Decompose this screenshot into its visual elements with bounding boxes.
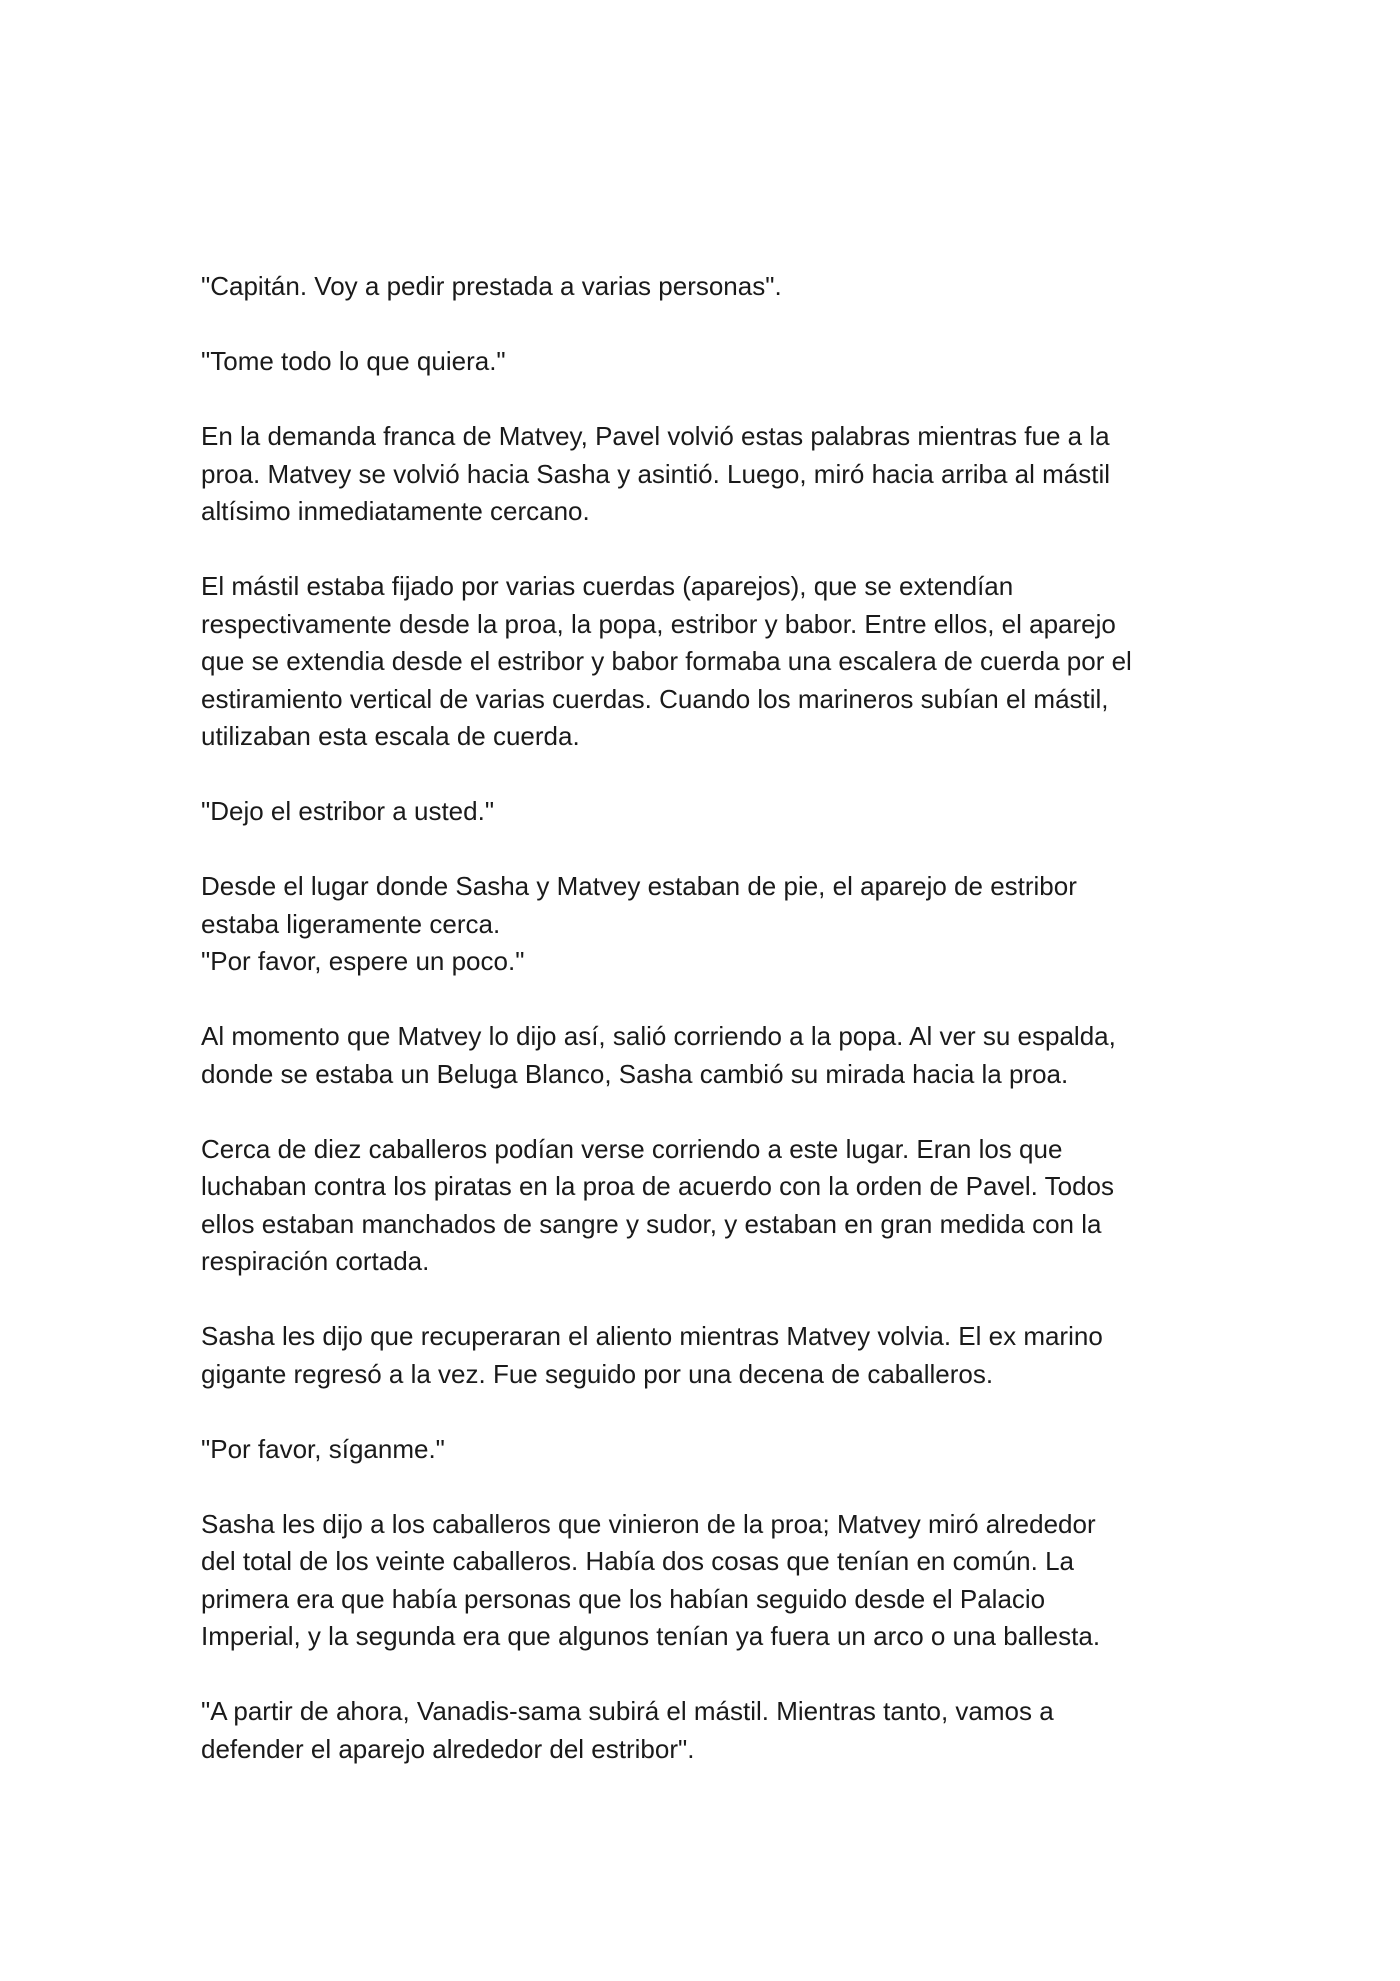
paragraph-2: "Tome todo lo que quiera." xyxy=(201,346,506,376)
paragraph-10: Sasha les dijo que recuperaran el aliento mientras Matvey volvia. El ex marino gigante regresó a la vez. Fue seguido por una decena de caballeros. xyxy=(201,1321,1103,1389)
paragraph-3: En la demanda franca de Matvey, Pavel volvió estas palabras mientras fue a la proa. Matvey se volvió hacia Sasha y asintió. Luego, miró hacia arriba al mástil altísimo inmediatamente cercano. xyxy=(201,421,1110,526)
paragraph-7: "Por favor, espere un poco." xyxy=(201,946,525,976)
paragraph-8: Al momento que Matvey lo dijo así, salió corriendo a la popa. Al ver su espalda, donde se estaba un Beluga Blanco, Sasha cambió su mirada hacia la proa. xyxy=(201,1021,1116,1089)
paragraph-1: "Capitán. Voy a pedir prestada a varias personas". xyxy=(201,271,782,301)
paragraph-11: "Por favor, síganme." xyxy=(201,1433,445,1464)
paragraph-6: Desde el lugar donde Sasha y Matvey estaban de pie, el aparejo de estribor estaba ligeramente cerca. xyxy=(201,871,1077,939)
paragraph-4: El mástil estaba fijado por varias cuerdas (aparejos), que se extendían respectivamente desde la proa, la popa, estribor y babor. Entre ellos, el aparejo que se extendia desde el estribor y babor formaba una escalera de cuerda por el estiramiento vertical de varias cuerdas. Cuando los marineros subían el mástil, utilizaban esta escala de cuerda. xyxy=(201,571,1132,751)
paragraph-5: "Dejo el estribor a usted." xyxy=(201,796,495,826)
document-page xyxy=(201,268,1221,1806)
paragraph-9: Cerca de diez caballeros podían verse corriendo a este lugar. Eran los que luchaban contra los piratas en la proa de acuerdo con la orden de Pavel. Todos ellos estaban manchados de sangre y sudor, y estaban en gran medida con la respiración cortada. xyxy=(201,1133,1115,1276)
paragraph-13: "A partir de ahora, Vanadis-sama subirá el mástil. Mientras tanto, vamos a defender el aparejo alrededor del estribor". xyxy=(201,1696,1054,1764)
paragraph-12: Sasha les dijo a los caballeros que vinieron de la proa; Matvey miró alrededor del total de los veinte caballeros. Había dos cosas que tenían en común. La primera era que había personas que los habían seguido desde el Palacio Imperial, y la segunda era que algunos tenían ya fuera un arco o una ballesta. xyxy=(201,1508,1101,1651)
